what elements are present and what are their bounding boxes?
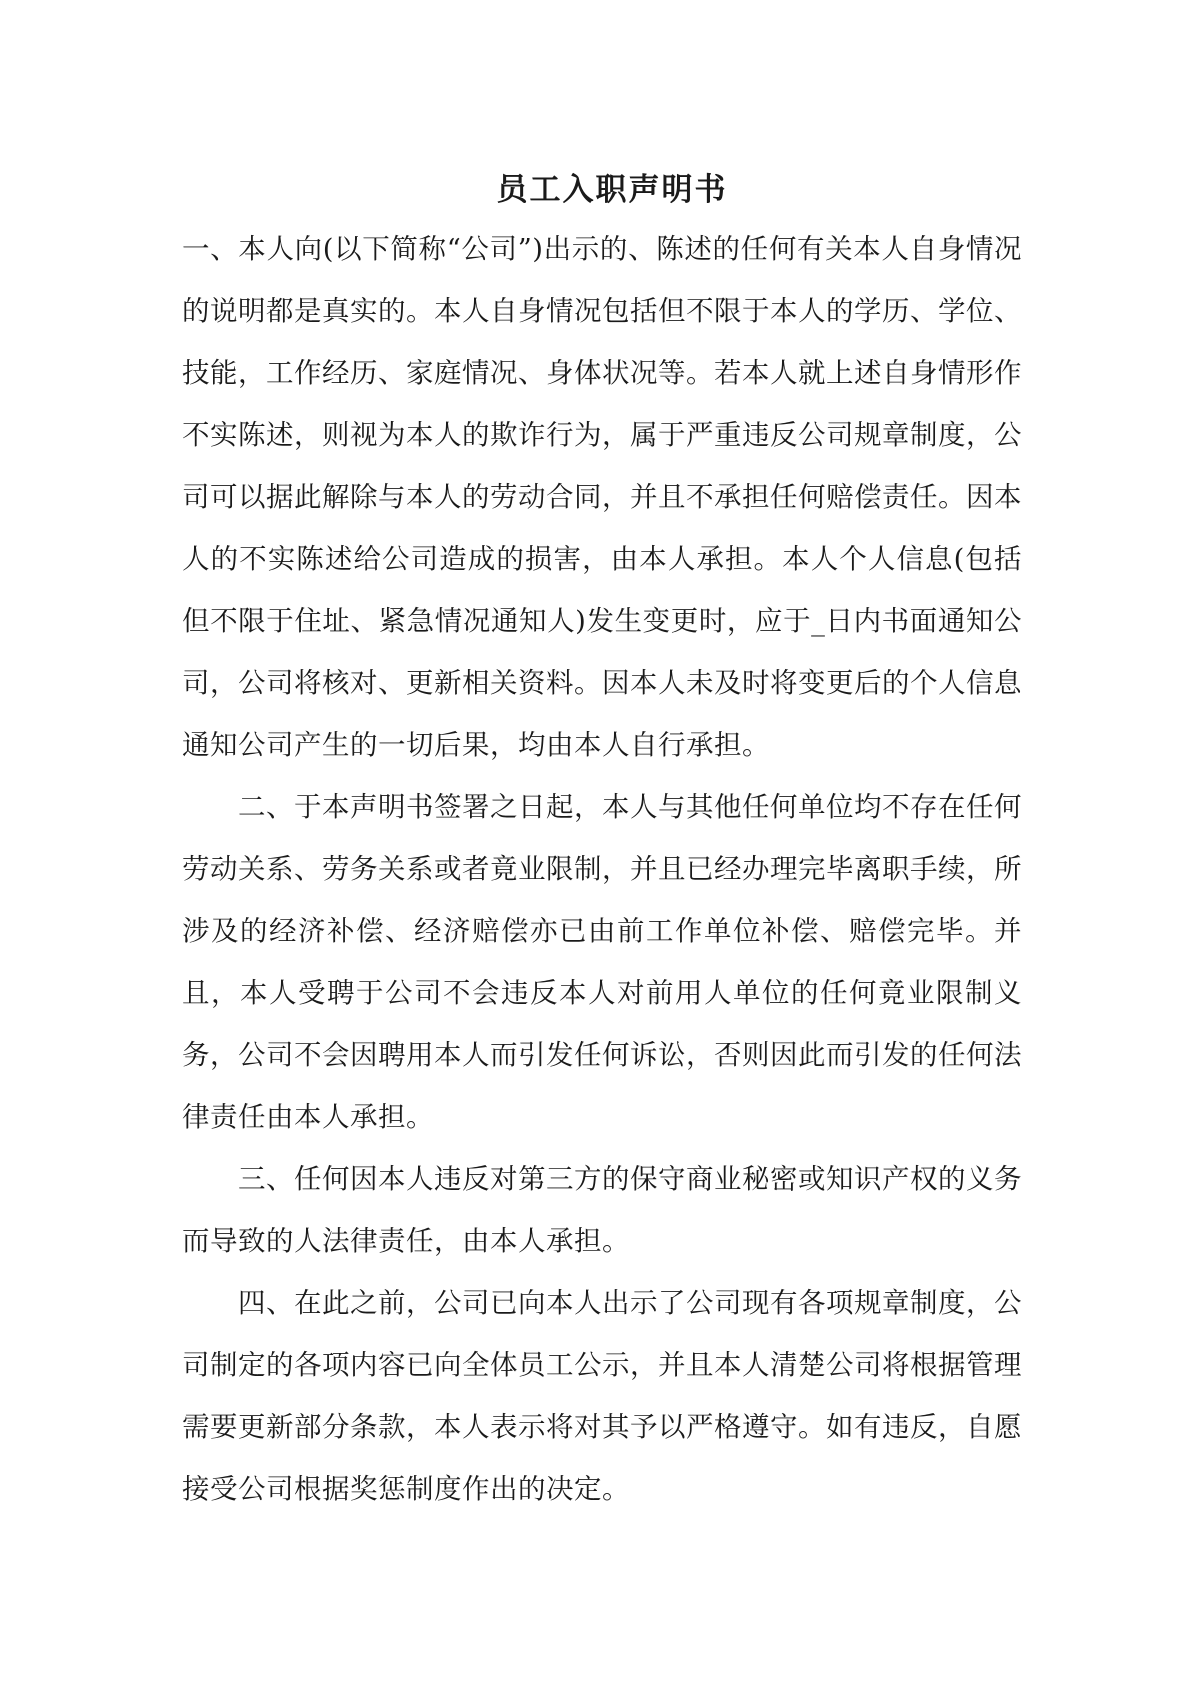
paragraph-4: 四、在此之前，公司已向本人出示了公司现有各项规章制度，公司制定的各项内容已向全体员工公示，并且本人清楚公司将根据管理需要更新部分条款，本人表示将对其予以严格遵守。如有违反，自愿接受公司根据奖惩制度作出的决定。: [182, 1287, 1022, 1505]
paragraph-1: 一、本人向(以下简称“公司”)出示的、陈述的任何有关本人自身情况的说明都是真实的。本人自身情况包括但不限于本人的学历、学位、技能，工作经历、家庭情况、身体状况等。若本人就上述自身情形作不实陈述，则视为本人的欺诈行为，属于严重违反公司规章制度，公司可以据此解除与本人的劳动合同，并且不承担任何赔偿责任。因本人的不实陈述给公司造成的损害，由本人承担。本人个人信息(包括但不限于住址、紧急情况通知人)发生变更时，应于_日内书面通知公司，公司将核对、更新相关资料。因本人未及时将变更后的个人信息通知公司产生的一切后果，均由本人自行承担。: [182, 233, 1022, 761]
paragraph-2: 二、于本声明书签署之日起，本人与其他任何单位均不存在任何劳动关系、劳务关系或者竟业限制，并且已经办理完毕离职手续，所涉及的经济补偿、经济赔偿亦已由前工作单位补偿、赔偿完毕。并且，本人受聘于公司不会违反本人对前用人单位的任何竟业限制义务，公司不会因聘用本人而引发任何诉讼，否则因此而引发的任何法律责任由本人承担。: [182, 791, 1022, 1133]
document-title: 员工入职声明书: [496, 172, 728, 208]
paragraph-3: 三、任何因本人违反对第三方的保守商业秘密或知识产权的义务而导致的人法律责任，由本人承担。: [182, 1163, 1022, 1257]
